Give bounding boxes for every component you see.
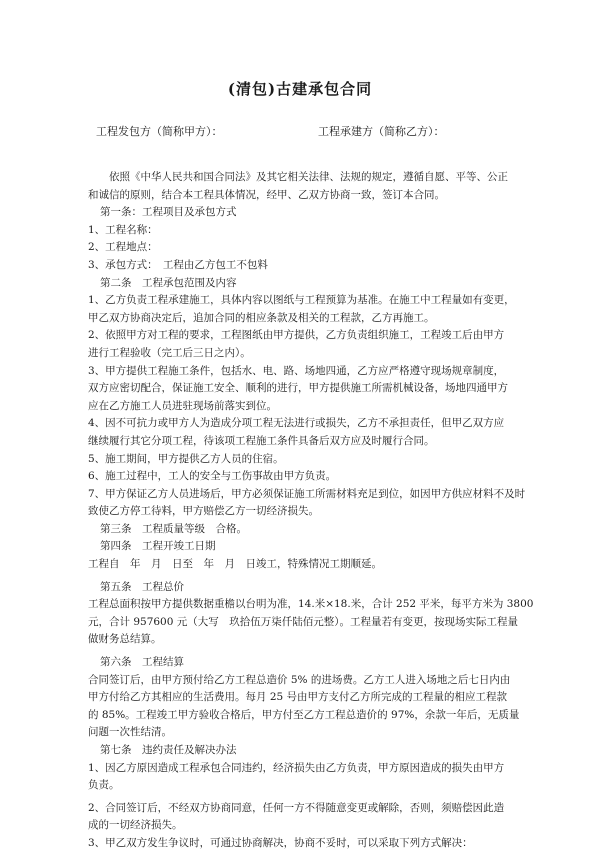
paragraph-line: 致使乙方停工待料，甲方赔偿乙方一切经济损失。 xyxy=(88,505,319,518)
paragraph-line: 1、因乙方原因造成工程承包合同违约，经济损失由乙方负责，甲方原因造成的损失由甲方 xyxy=(88,761,505,774)
article-heading: 第一条：工程项目及承包方式 xyxy=(100,206,237,219)
paragraph-line: 负责。 xyxy=(88,779,120,792)
article-heading: 第四条 工程开竣工日期 xyxy=(100,540,216,553)
paragraph-line: 和诚信的原则，结合本工程具体情况，经甲、乙双方协商一致，签订本合同。 xyxy=(88,188,445,201)
paragraph-line: 3、甲乙双方发生争议时，可通过协商解决，协商不妥时，可以采取下列方式解决： xyxy=(88,836,473,849)
paragraph-line: 成的一切经济损失。 xyxy=(88,819,183,832)
article-heading: 第七条 违约责任及解决办法 xyxy=(100,744,237,756)
paragraph-line: 工程自 年 月 日至 年 月 日竣工，特殊情况工期顺延。 xyxy=(88,558,382,571)
paragraph-line: 依照《中华人民共和国合同法》及其它相关法律、法规的规定，遵循自愿、平等、公正 xyxy=(109,171,508,183)
paragraph-line: 1、乙方负责工程承建施工，具体内容以图纸与工程预算为基准。在施工中工程量如有变更， xyxy=(88,294,515,307)
paragraph-line: 进行工程验收（完工后三日之内）。 xyxy=(88,346,251,359)
list-item: 3、承包方式： 工程由乙方包工不包料 xyxy=(88,258,268,271)
list-item: 6、施工过程中，工人的安全与工伤事故由甲方负责。 xyxy=(88,470,337,483)
article-heading: 第五条 工程总价 xyxy=(100,580,184,593)
paragraph-line: 3、甲方提供工程施工条件，包括水、电、路、场地四通，乙方应严格遵守现场规章制度， xyxy=(88,364,505,377)
contract-body xyxy=(88,169,534,853)
party-a-label: 工程发包方（简称甲方）： xyxy=(96,125,223,138)
paragraph-line: 双方应密切配合，保证施工安全、顺利的进行，甲方提供施工所需机械设备，场地四通甲方 xyxy=(88,382,508,395)
paragraph-line: 元，合计 957600 元（大写 玖拾伍万柒仟陆佰元整）。工程量若有变更，按现场实际工程量 xyxy=(88,615,519,628)
paragraph-line: 做财务总结算。 xyxy=(88,633,162,646)
paragraph-line: 甲乙双方协商决定后，追加合同的相应条款及相关的工程款，乙方再施工。 xyxy=(88,311,435,324)
paragraph-line: 2、合同签订后，不经双方协商同意，任何一方不得随意变更或解除，否则，须赔偿因此造 xyxy=(88,801,505,814)
list-item: 2、工程地点： xyxy=(88,241,158,254)
paragraph-line: 应在乙方施工人员进驻现场前落实到位。 xyxy=(88,399,277,412)
list-item: 5、施工期间，甲方提供乙方人员的住宿。 xyxy=(88,452,284,465)
article-heading: 第二条 工程承包范围及内容 xyxy=(100,276,237,289)
paragraph-line: 的 85%。工程竣工甲方验收合格后，甲方付至乙方工程总造价的 97%，余款一年后，无质量 xyxy=(88,708,520,721)
paragraph-line: 2、依照甲方对工程的要求，工程图纸由甲方提供，乙方负责组织施工，工程竣工后由甲方 xyxy=(88,329,505,342)
paragraph-line: 甲方付给乙方其相应的生活费用。每月 25 号由甲方支付乙方所完成的工程量的相应工程款 xyxy=(88,691,508,704)
paragraph-line: 问题一次性结清。 xyxy=(88,726,172,739)
article-heading: 第六条 工程结算 xyxy=(100,656,184,669)
paragraph-line: 继续履行其它分项工程，待该项工程施工条件具备后双方应及时履行合同。 xyxy=(88,434,435,447)
paragraph-line: 7、甲方保证乙方人员进场后，甲方必须保证施工所需材料充足到位，如因甲方供应材料不及时 xyxy=(88,487,526,500)
page-title: (清包)古建承包合同 xyxy=(227,80,373,98)
paragraph-line: 4、因不可抗力或甲方人为造成分项工程无法进行或损失，乙方不承担责任，但甲乙双方应 xyxy=(88,417,505,430)
paragraph-line: 合同签订后，由甲方预付给乙方工程总造价 5% 的进场费。乙方工人进入场地之后七日内由 xyxy=(88,673,511,686)
article-heading: 第三条 工程质量等级 合格。 xyxy=(100,522,247,535)
paragraph-line: 工程总面积按甲方提供数据重檐以台明为准，14.米×18.米，合计 252 平米，每平方米为 3800 xyxy=(88,598,534,611)
party-b-label: 工程承建方（简称乙方）： xyxy=(318,125,445,138)
list-item: 1、工程名称： xyxy=(88,223,158,236)
